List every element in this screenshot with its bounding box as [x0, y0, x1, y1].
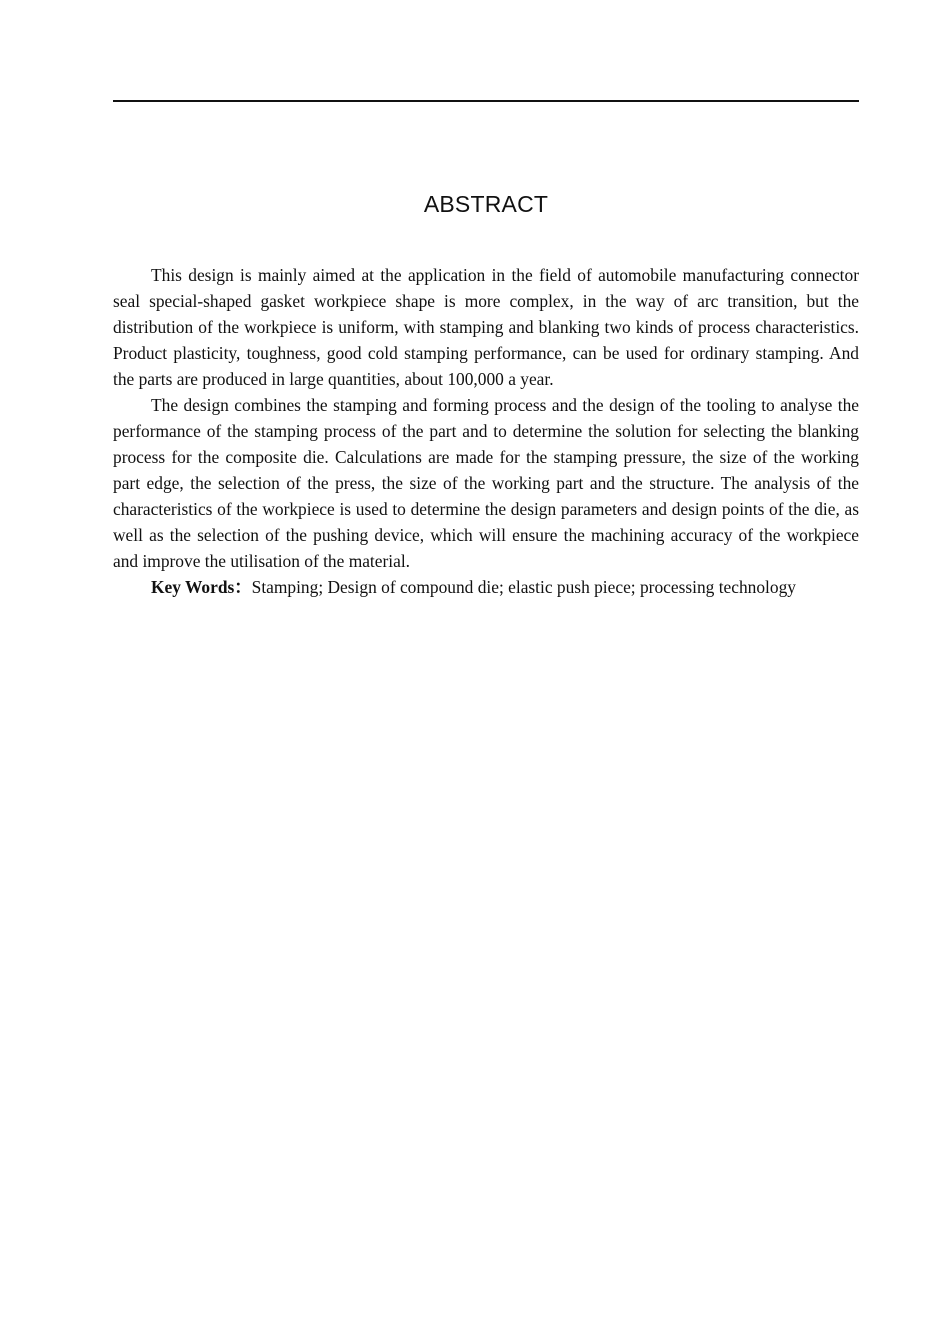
keywords-line	[113, 574, 859, 600]
header-rule	[113, 100, 859, 102]
abstract-title: ABSTRACT	[423, 191, 549, 217]
abstract-paragraph-1: This design is mainly aimed at the application in the field of automobile manufacturing connector seal special-shaped gasket workpiece shape is more complex, in the way of arc transition, but the distribution of the workpiece is uniform, with stamping and blanking two kinds of process characteristics. Product plasticity, toughness, good cold stamping performance, can be used for ordinary stamping. And the parts are produced in large quantities, about 100,000 a year.	[113, 265, 859, 389]
abstract-body	[113, 262, 859, 600]
abstract-paragraph-2: The design combines the stamping and forming process and the design of the tooling to analyse the performance of the stamping process of the part and to determine the solution for selecting the blanking process for the composite die. Calculations are made for the stamping pressure, the size of the working part edge, the selection of the press, the size of the working part and the structure. The analysis of the characteristics of the workpiece is used to determine the design parameters and design points of the die, as well as the selection of the pushing device, which will ensure the machining accuracy of the workpiece and improve the utilisation of the material.	[113, 395, 859, 571]
keywords-label: Key Words：	[151, 577, 252, 597]
keywords-text: Stamping; Design of compound die; elastic push piece; processing technology	[251, 577, 796, 597]
